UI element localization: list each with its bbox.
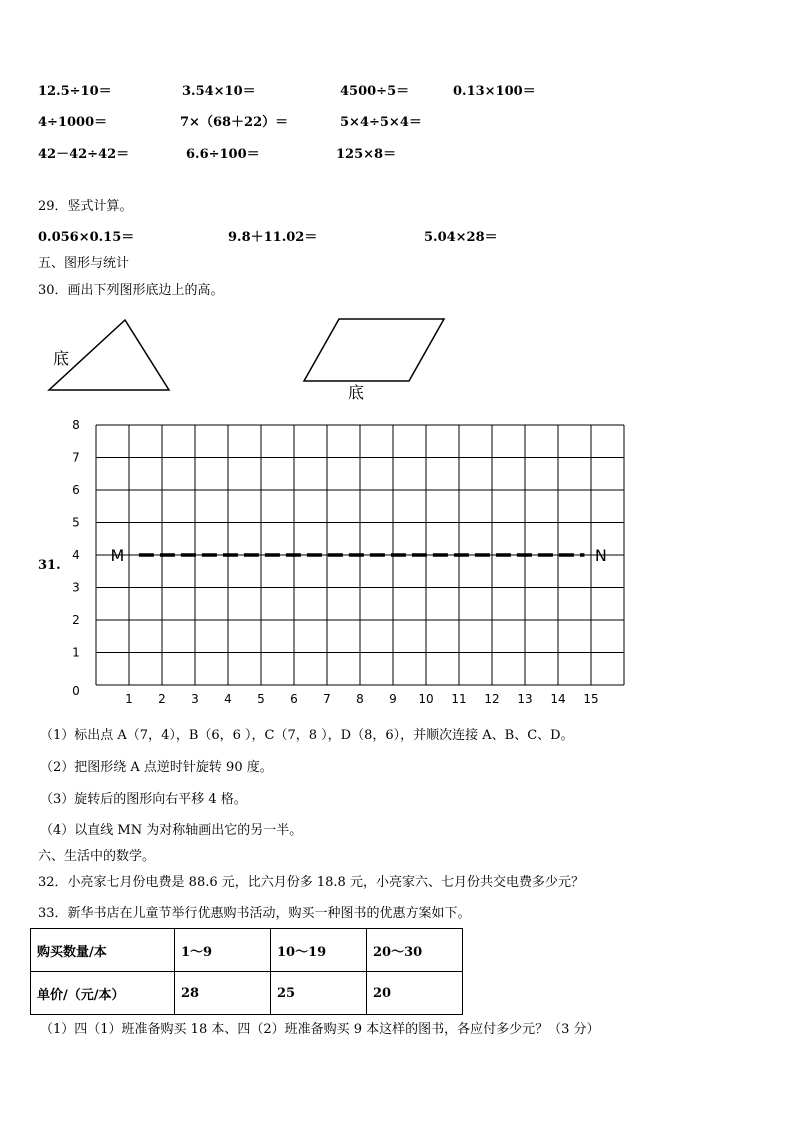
vertical-calc-item: 5.04×28＝ — [424, 230, 498, 245]
question-33-sub-1: （1）四（1）班准备购买 18 本、四（2）班准备购买 9 本这样的图书，各应付多少元？（3 分） — [40, 1022, 600, 1037]
y-tick-label: 8 — [72, 418, 80, 432]
x-tick-label: 4 — [224, 692, 232, 706]
table-cell: 10～19 — [271, 929, 367, 972]
calc-item: 6.6÷100＝ — [186, 147, 260, 162]
x-tick-label: 8 — [356, 692, 364, 706]
question-31-sub-4: （4）以直线 MN 为对称轴画出它的另一半。 — [40, 823, 303, 838]
triangle-base-label: 底 — [53, 349, 70, 368]
table-cell: 28 — [175, 972, 271, 1015]
point-label-m: M — [110, 546, 125, 565]
y-tick-label: 1 — [72, 645, 80, 660]
table-cell: 25 — [271, 972, 367, 1015]
y-tick-label: 3 — [72, 580, 80, 595]
calc-item: 3.54×10＝ — [182, 84, 256, 99]
vertical-calc-item: 9.8＋11.02＝ — [228, 230, 318, 245]
question-31-sub-2: （2）把图形绕 A 点逆时针旋转 90 度。 — [40, 760, 273, 775]
x-tick-label: 10 — [418, 692, 434, 706]
table-cell: 20 — [367, 972, 463, 1015]
question-32: 32．小亮家七月份电费是 88.6 元，比六月份多 18.8 元，小亮家六、七月份共交电费多少元？ — [38, 875, 584, 890]
question-30-figures — [0, 0, 794, 410]
x-tick-label: 13 — [517, 692, 533, 706]
y-tick-label: 6 — [72, 483, 80, 497]
y-tick-label: 5 — [72, 515, 80, 530]
x-tick-label: 9 — [389, 692, 397, 706]
calc-item: 7×（68＋22）＝ — [180, 115, 289, 130]
calc-item: 4÷1000＝ — [38, 115, 108, 130]
x-tick-label: 11 — [451, 692, 467, 706]
parallelogram-shape — [304, 319, 444, 381]
y-tick-label: 4 — [72, 548, 80, 562]
calc-item: 12.5÷10＝ — [38, 84, 112, 99]
x-tick-label: 3 — [191, 692, 199, 706]
point-label-n: N — [594, 546, 607, 565]
x-tick-label: 15 — [583, 692, 599, 706]
x-tick-label: 1 — [125, 692, 133, 706]
y-tick-label: 7 — [72, 450, 80, 465]
x-tick-label: 6 — [290, 692, 298, 706]
section-6-heading: 六、生活中的数学。 — [38, 849, 156, 864]
discount-table — [30, 928, 463, 1015]
x-tick-label: 5 — [257, 692, 265, 706]
section-5-heading: 五、图形与统计 — [38, 256, 130, 271]
calc-item: 4500÷5＝ — [340, 84, 410, 99]
table-row — [31, 972, 463, 1015]
calc-item: 125×8＝ — [336, 147, 397, 162]
question-30-title: 30．画出下列图形底边上的高。 — [38, 283, 224, 298]
x-tick-label: 7 — [323, 692, 331, 706]
table-cell: 购买数量/本 — [31, 929, 175, 972]
question-33-title: 33．新华书店在儿童节举行优惠购书活动，购买一种图书的优惠方案如下。 — [38, 906, 471, 921]
calc-item: 0.13×100＝ — [453, 84, 536, 99]
vertical-calc-item: 0.056×0.15＝ — [38, 230, 135, 245]
question-31-number: 31. — [38, 558, 61, 573]
table-cell: 1～9 — [175, 929, 271, 972]
table-row — [31, 929, 463, 972]
calc-item: 42－42÷42＝ — [38, 147, 130, 162]
question-31-sub-1: （1）标出点 A（7，4），B（6，6 ），C（7，8 ），D（8，6），并顺次连接 A、B、C、D。 — [40, 728, 574, 743]
calc-item: 5×4÷5×4＝ — [340, 115, 422, 130]
coordinate-grid — [0, 410, 794, 720]
x-tick-label: 14 — [550, 692, 566, 706]
table-cell: 单价/（元/本） — [31, 972, 175, 1015]
y-tick-label: 2 — [72, 613, 80, 627]
question-29-title: 29．竖式计算。 — [38, 199, 133, 214]
x-tick-label: 2 — [158, 692, 166, 706]
table-cell: 20～30 — [367, 929, 463, 972]
y-tick-label: 0 — [72, 684, 80, 698]
x-tick-label: 12 — [484, 692, 500, 706]
question-31-sub-3: （3）旋转后的图形向右平移 4 格。 — [40, 792, 247, 807]
parallelogram-base-label: 底 — [348, 383, 365, 402]
